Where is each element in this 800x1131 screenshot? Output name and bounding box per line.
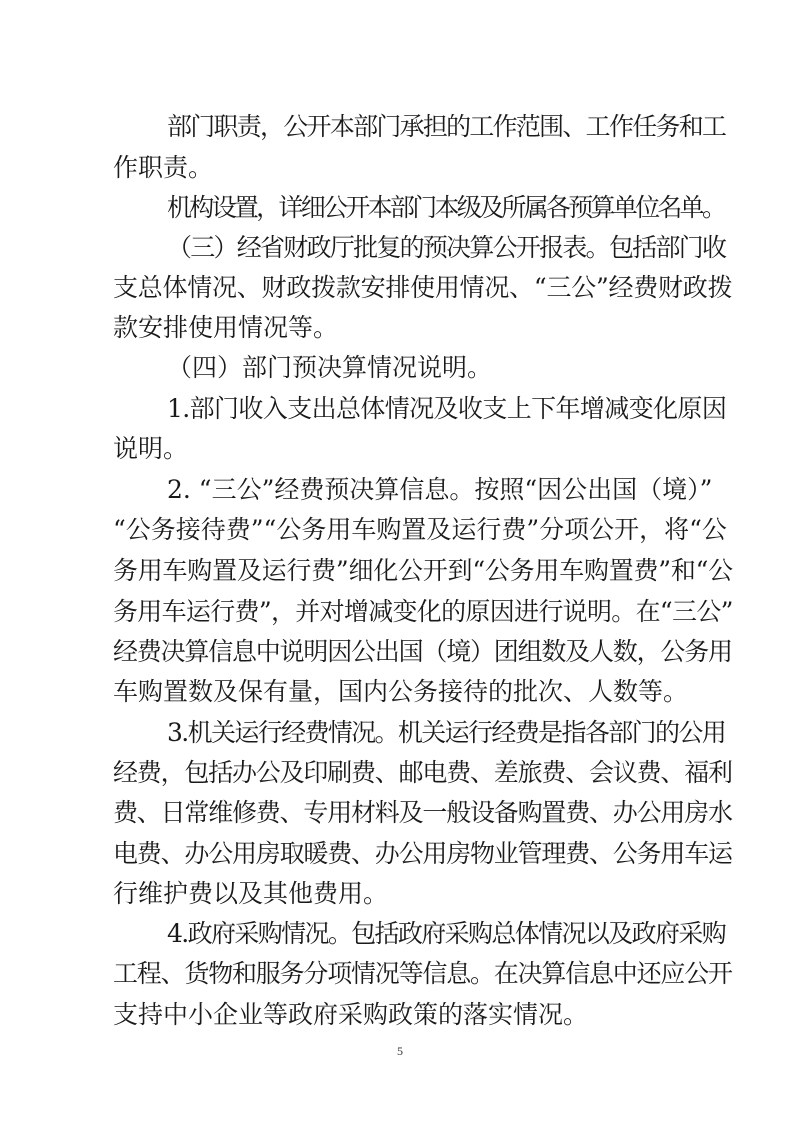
page-number: 5 (397, 1044, 403, 1058)
text-line: 务用车运行费”，并对增减变化的原因进行说明。在“三公” (113, 597, 733, 626)
text-line: 行维护费以及其他费用。 (113, 879, 389, 908)
text-line: 费、日常维修费、专用材料及一般设备购置费、办公用房水 (113, 798, 732, 827)
text-line: 1.部门收入支出总体情况及收支上下年增减变化原因 (167, 394, 727, 423)
text-line: 经费决算信息中说明因公出国（境）团组数及人数，公务用 (113, 637, 732, 666)
text-line: 2. “三公”经费预决算信息。按照“因公出国（境）” (167, 475, 713, 504)
text-line: 3.机关运行经费情况。机关运行经费是指各部门的公用 (167, 718, 726, 747)
text-line: 经费，包括办公及印刷费、邮电费、差旅费、会议费、福利 (113, 758, 732, 787)
text-line: 工程、货物和服务分项情况等信息。在决算信息中还应公开 (113, 959, 732, 988)
text-line: 4.政府采购情况。包括政府采购总体情况以及政府采购 (167, 919, 726, 948)
text-line: 车购置数及保有量，国内公务接待的批次、人数等。 (113, 677, 689, 706)
text-line: 务用车购置及运行费”细化公开到“公务用车购置费”和“公 (113, 556, 733, 585)
text-line: 支总体情况、财政拨款安排使用情况、“三公”经费财政拨 (113, 273, 733, 302)
text-line: 说明。 (113, 434, 189, 463)
text-line: 款安排使用情况等。 (113, 313, 339, 342)
text-line: 支持中小企业等政府采购政策的落实情况。 (113, 1000, 589, 1029)
text-line: （四）部门预决算情况说明。 (167, 353, 493, 382)
text-line: “公务接待费”“公务用车购置及运行费”分项公开，将“公 (113, 515, 727, 544)
text-line: 机构设置，详细公开本部门本级及所属各预算单位名单。 (167, 193, 725, 222)
text-line: 作职责。 (113, 153, 214, 182)
text-line: 电费、办公用房取暖费、办公用房物业管理费、公务用车运 (113, 839, 732, 868)
text-line: （三）经省财政厅批复的预决算公开报表。包括部门收 (167, 233, 726, 262)
text-line: 部门职责，公开本部门承担的工作范围、工作任务和工 (167, 112, 726, 141)
